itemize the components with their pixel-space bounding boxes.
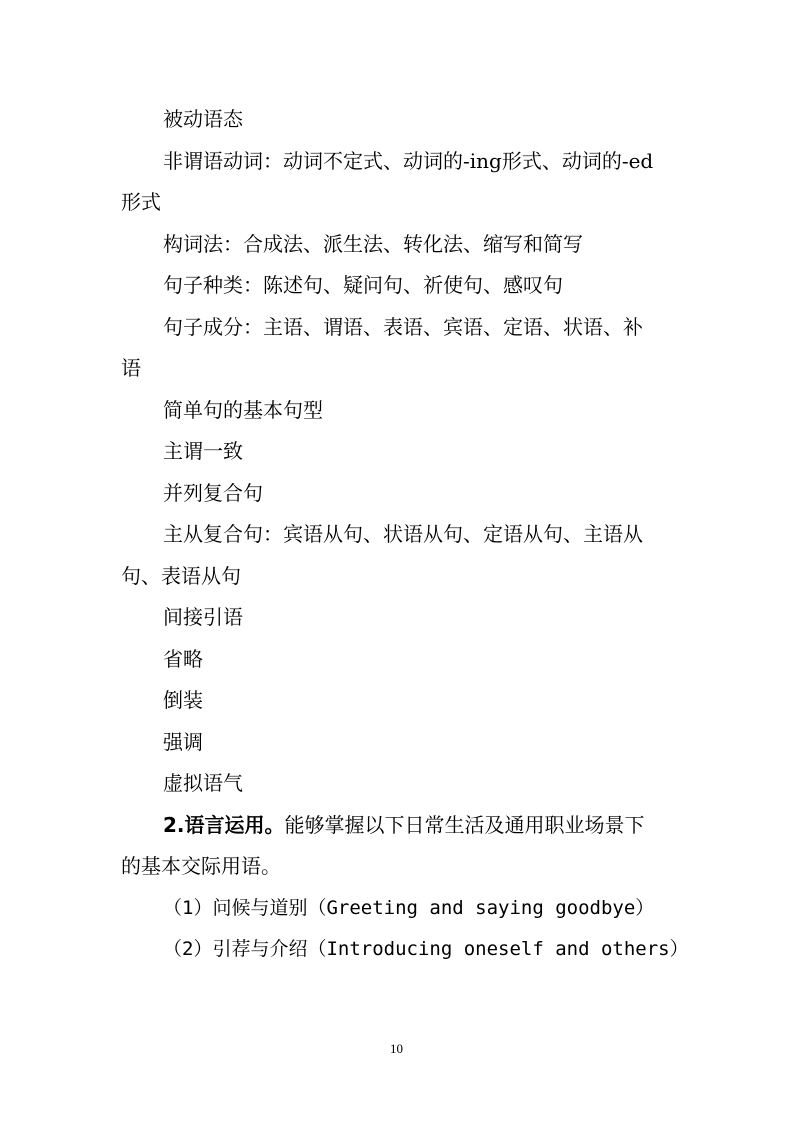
list-item: （1）问候与道别（Greeting and saying goodbye） — [163, 897, 655, 919]
text-line-sentence-types: 句子种类：陈述句、疑问句、祈使句、感叹句 — [163, 273, 563, 297]
text-line-ellipsis: 省略 — [163, 647, 203, 671]
text-line-agreement: 主谓一致 — [163, 439, 243, 463]
page-number: 10 — [390, 1041, 403, 1056]
text-line-word-formation: 构词法：合成法、派生法、转化法、缩写和简写 — [163, 232, 583, 256]
text-line-passive-voice: 被动语态 — [163, 107, 243, 131]
text-line-non-finite-verbs: 非谓语动词：动词不定式、动词的-ing形式、动词的-ed — [163, 149, 654, 173]
section-2-heading: 2.语言运用。 — [163, 813, 285, 837]
section-2-text: 能够掌握以下日常生活及通用职业场景下 — [284, 813, 645, 837]
text-line-sentence-elements: 句子成分：主语、谓语、表语、宾语、定语、状语、补 — [163, 315, 643, 339]
text-line-emphasis: 强调 — [163, 730, 203, 754]
text-line-basic-patterns: 简单句的基本句型 — [163, 398, 323, 422]
text-line-complex-cont: 句、表语从句 — [121, 564, 241, 588]
text-line-indirect-speech: 间接引语 — [163, 605, 243, 629]
text-line-sentence-elements-cont: 语 — [121, 356, 141, 380]
text-line-compound: 并列复合句 — [163, 481, 263, 505]
text-line-subjunctive: 虚拟语气 — [163, 771, 243, 795]
text-line-complex: 主从复合句：宾语从句、状语从句、定语从句、主语从 — [163, 522, 643, 546]
list-item: （2）引荐与介绍（Introducing oneself and others） — [163, 938, 689, 960]
text-line-non-finite-verbs-cont: 形式 — [121, 190, 161, 214]
text-line-inversion: 倒装 — [163, 688, 203, 712]
section-2-text-cont: 的基本交际用语。 — [121, 854, 281, 878]
section-2-paragraph — [163, 813, 681, 837]
